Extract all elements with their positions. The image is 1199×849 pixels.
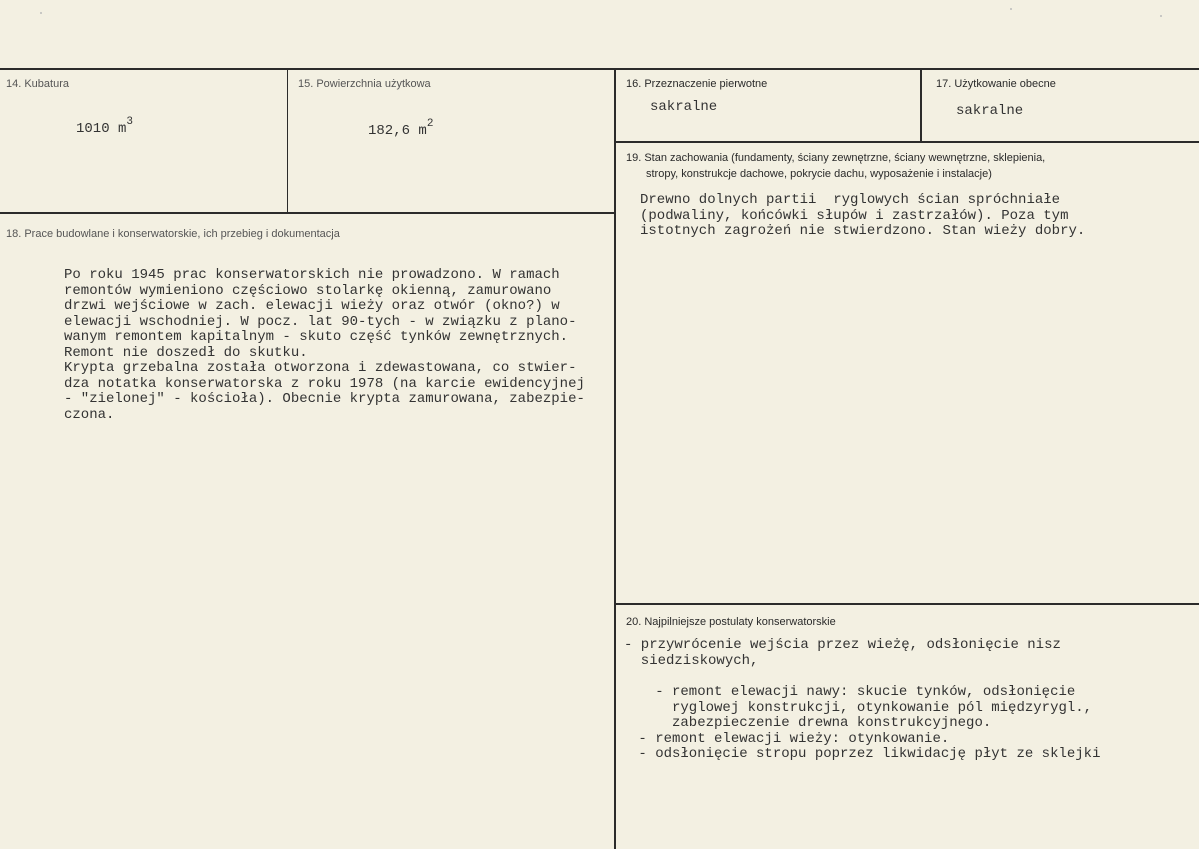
paper-speck xyxy=(1160,15,1162,17)
prace-label: 18. Prace budowlane i konserwatorskie, ich przebieg i dokumentacja xyxy=(6,228,340,240)
stan-label-line1: 19. Stan zachowania (fundamenty, ściany zewnętrzne, ściany wewnętrzne, sklepienia, xyxy=(626,152,1046,164)
top-border-line xyxy=(0,68,1199,70)
postulaty-label: 20. Najpilniejsze postulaty konserwatorskie xyxy=(626,616,836,628)
przeznaczenie-value: sakralne xyxy=(650,99,718,115)
col-divider-16-17 xyxy=(920,68,922,142)
przeznaczenie-label: 16. Przeznaczenie pierwotne xyxy=(626,78,768,90)
stan-label-line2: stropy, konstrukcje dachowe, pokrycie dachu, wyposażenie i instalacje) xyxy=(646,168,992,180)
kubatura-label: 14. Kubatura xyxy=(6,78,69,90)
row-divider-19-20 xyxy=(616,603,1199,605)
paper-speck xyxy=(1010,8,1012,10)
kubatura-value: 1010 $m^3$ xyxy=(76,116,134,137)
col-divider-main xyxy=(614,68,616,849)
postulaty-text-b: - remont elewacji nawy: skucie tynków, odsłonięcie ryglowej konstrukcji, otynkowanie pól międzyrygl., zabezpieczenie drewna konstrukcyjnego. - remont elewacji wieży: otynkowanie. - odsłonięcie stropu poprzez likwidację płyt ze sklejki xyxy=(638,684,1101,762)
paper-speck xyxy=(40,12,42,14)
powierzchnia-label: 15. Powierzchnia użytkowa xyxy=(298,78,431,90)
powierzchnia-value: 182,6 $m^2$ xyxy=(368,118,434,139)
prace-text: Po roku 1945 prac konserwatorskich nie prowadzono. W ramach remontów wymieniono częściowo stolarkę okienną, zamurowano drzwi wejściowe w zach. elewacji wieży oraz otwór (okno?) w elewacji wschodniej. W pocz. lat 90-tych - w związku z plano- wanym remontem kapitalnym - skuto część tynków zewnętrznych. Remont nie doszedł do skutku. Krypta grzebalna została otworzona i zdewastowana, co stwier- dza notatka konserwatorska z roku 1978 (na karcie ewidencyjnej - "zielonej" - kościoła). Obecnie krypta zamurowana, zabezpie- czona. xyxy=(64,267,585,423)
row-divider-16-19 xyxy=(616,141,1199,143)
col-divider-14-15 xyxy=(287,68,288,213)
row-divider-14-18 xyxy=(0,212,616,214)
uzytkowanie-value: sakralne xyxy=(956,103,1024,119)
postulaty-text-a: - przywrócenie wejścia przez wieżę, odsłonięcie nisz siedziskowych, xyxy=(624,637,1061,669)
uzytkowanie-label: 17. Użytkowanie obecne xyxy=(936,78,1056,90)
stan-text: Drewno dolnych partii ryglowych ścian spróchniałe (podwaliny, końcówki słupów i zastrzałów). Poza tym istotnych zagrożeń nie stwierdzono. Stan wieży dobry. xyxy=(640,192,1086,239)
